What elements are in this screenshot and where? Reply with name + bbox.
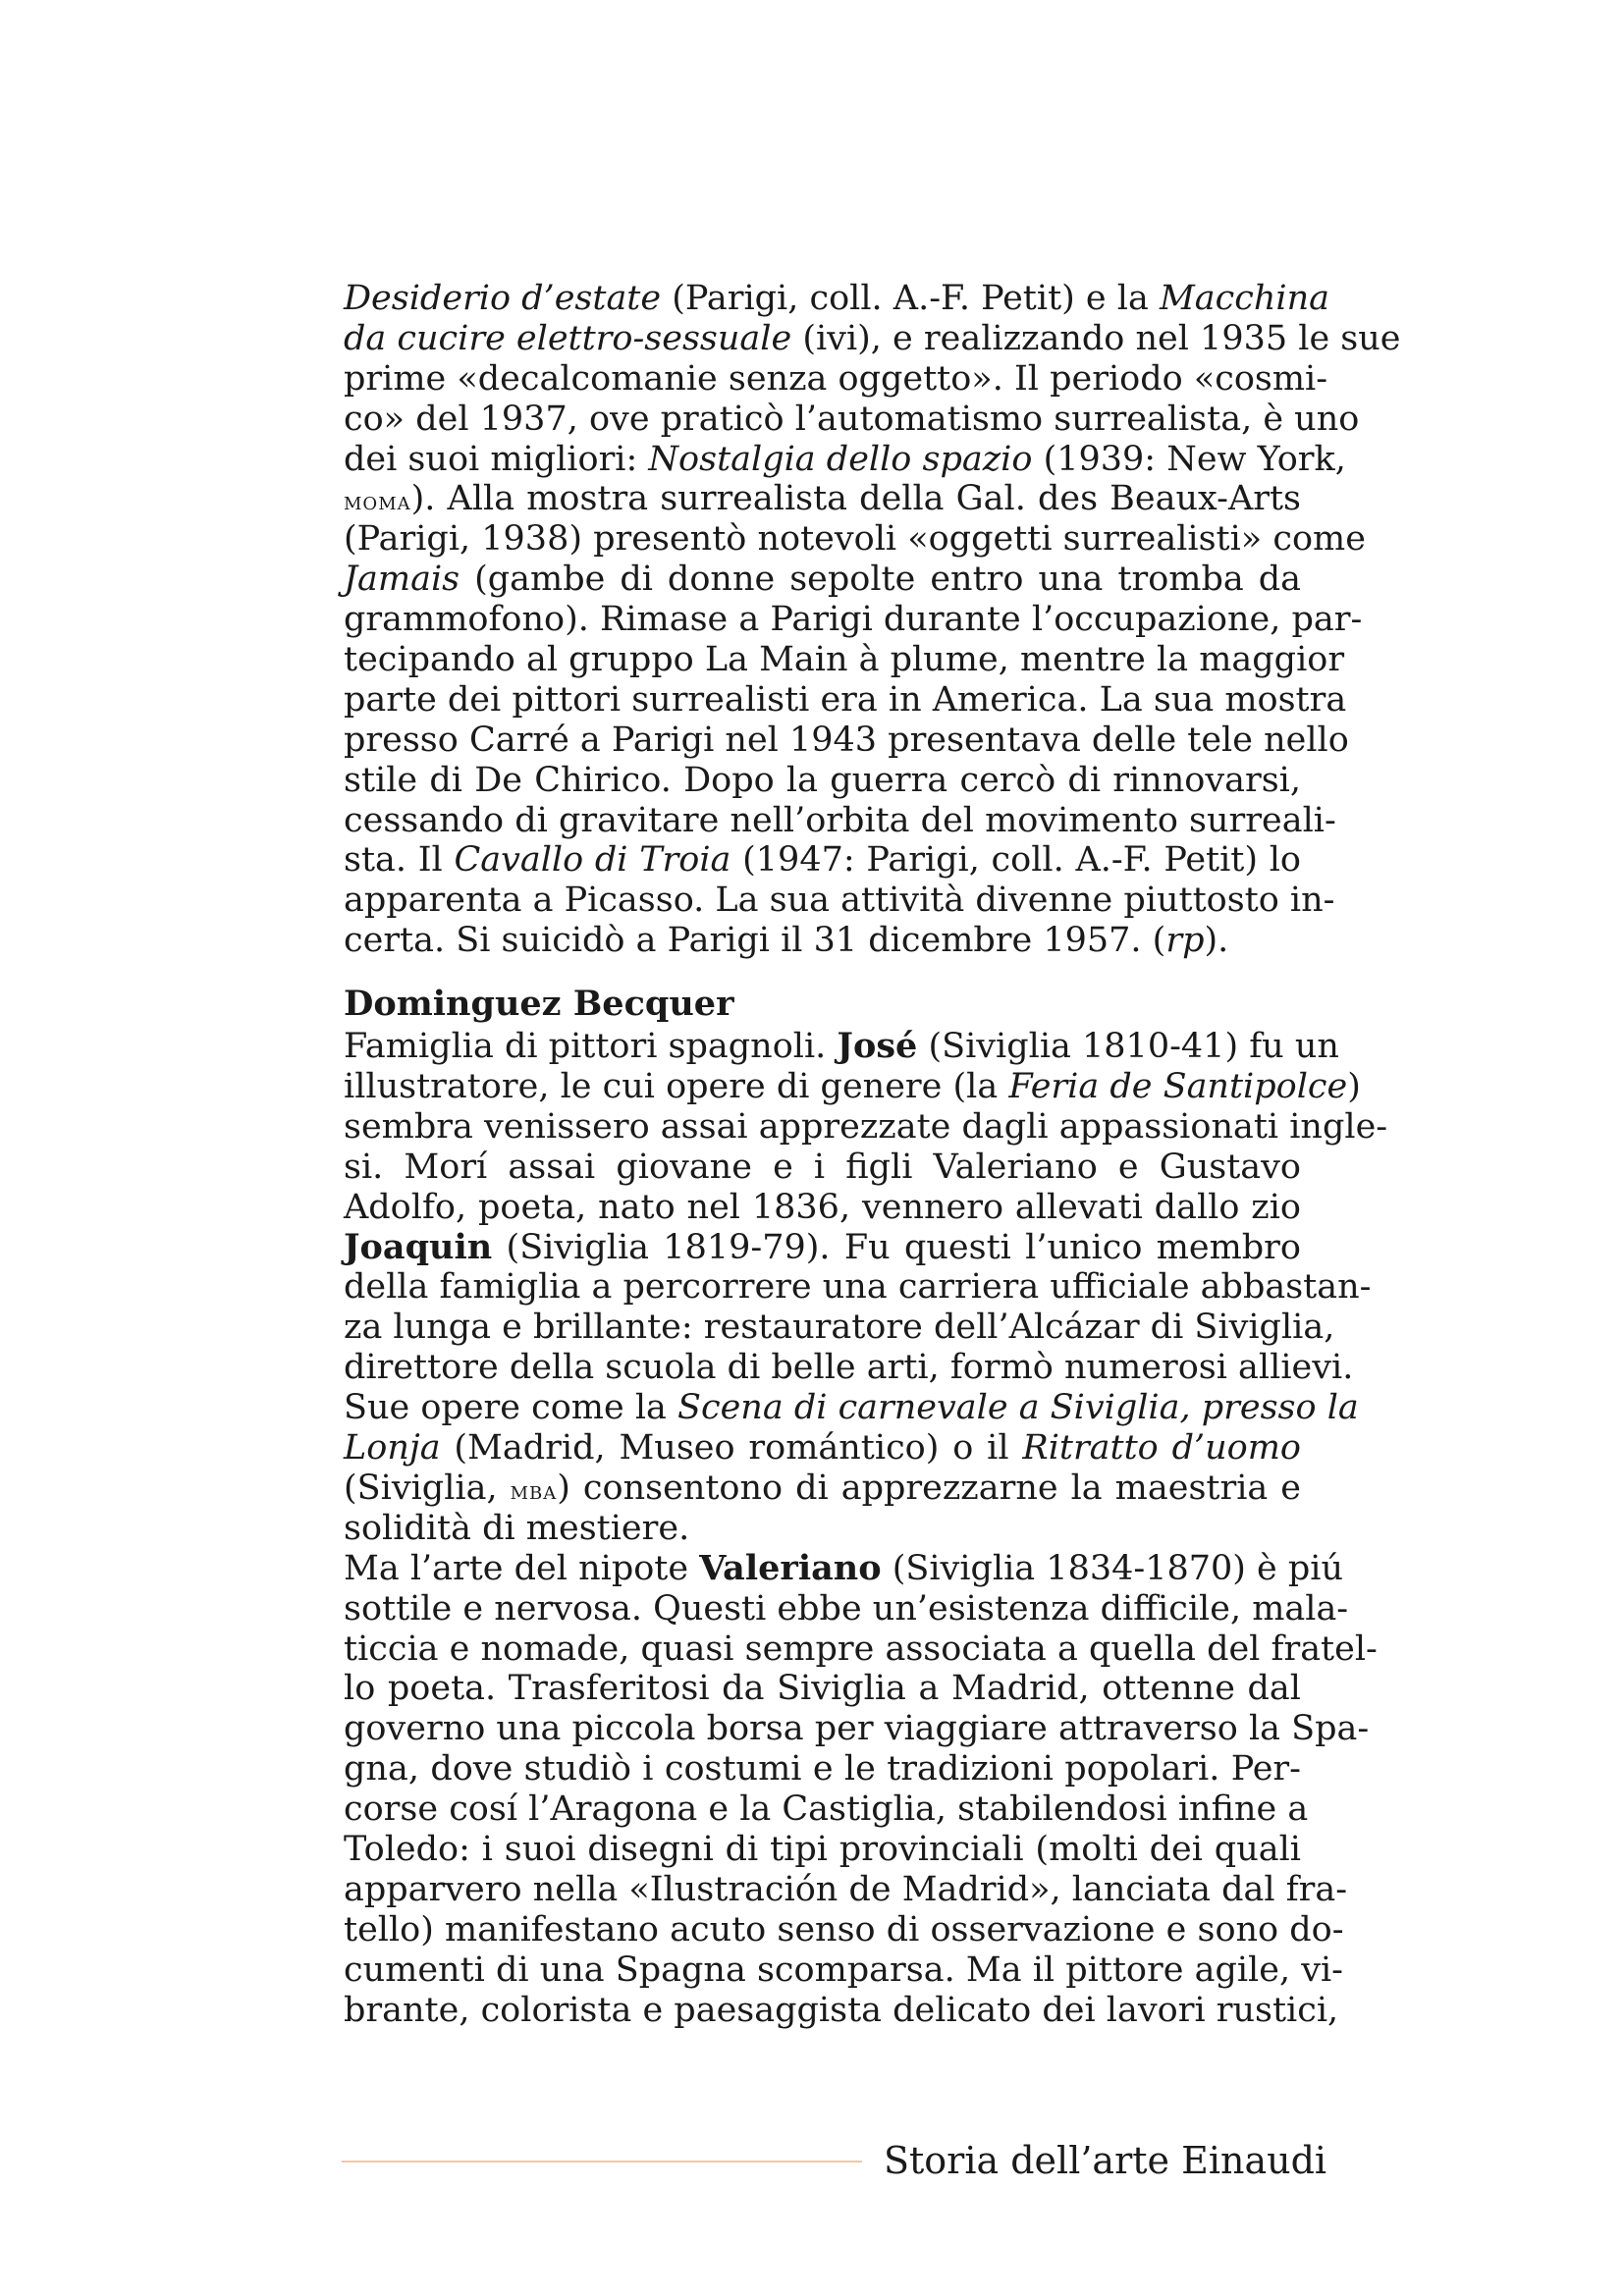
text-span: tello) manifestano acuto senso di osservazione e sono do- [344, 1909, 1344, 1949]
text-span: brante, colorista e paesaggista delicato dei lavori rustici, [344, 1990, 1339, 2030]
text-line [344, 399, 1360, 440]
text-line [344, 1148, 1301, 1188]
text-line [344, 881, 1335, 921]
text-span: Joaquin [344, 1226, 493, 1267]
text-line [344, 600, 1363, 640]
text-span: certa. Si suicidò a Parigi il 31 dicembre 1957. ( [344, 921, 1166, 961]
footer-rule [342, 2161, 862, 2163]
text-line [344, 1629, 1378, 1670]
text-line [344, 1709, 1370, 1749]
text-span: (1947: Parigi, coll. A.-F. Petit) lo [730, 840, 1301, 881]
text-line [344, 1869, 1348, 1910]
text-line [344, 800, 1336, 841]
text-line [344, 640, 1345, 680]
text-line [344, 479, 1301, 519]
text-line [344, 921, 1301, 961]
text-span: illustratore, le cui opere di genere (la [344, 1067, 1009, 1107]
text-span: co» del 1937, ove praticò l’automatismo surrealista, è uno [344, 399, 1360, 439]
text-line [344, 1428, 1301, 1468]
text-span: (1939: New York, [1032, 439, 1346, 479]
text-span: Nostalgia dello spazio [648, 439, 1033, 479]
text-span: Scena di carnevale a Siviglia, presso la [677, 1388, 1359, 1428]
text-line [344, 439, 1346, 480]
text-span: ) [1347, 1067, 1361, 1107]
text-line [344, 1509, 1301, 1549]
text-span: solidità di mestiere. [344, 1508, 690, 1548]
text-span: cumenti di una Spagna scomparsa. Ma il pittore agile, vi- [344, 1949, 1343, 1990]
article-body [344, 279, 1401, 2030]
text-span: Sue opere come la [344, 1388, 678, 1428]
text-line [344, 1348, 1354, 1388]
text-span: José [837, 1026, 918, 1067]
text-span: (gambe di donne sepolte entro una tromba da [460, 560, 1301, 600]
text-span: Ma l’arte del nipote [344, 1548, 700, 1588]
text-line [344, 1468, 1301, 1509]
text-line [344, 560, 1301, 600]
text-span: (Siviglia, [344, 1468, 511, 1508]
text-span: (Parigi, coll. A.-F. Petit) e la [661, 279, 1160, 318]
text-span: Ritratto d’uomo [1022, 1428, 1301, 1468]
text-span: moma [344, 487, 411, 517]
text-line [344, 1789, 1309, 1830]
text-span: apparenta a Picasso. La sua attività divenne piuttosto in- [344, 881, 1335, 921]
text-span: Toledo: i suoi disegni di tipi provinciali (molti dei quali [344, 1829, 1301, 1869]
text-line [344, 1188, 1301, 1228]
text-span: si. Morí assai giovane e i figli Valeriano e Gustavo [344, 1147, 1301, 1187]
text-span: presso Carré a Parigi nel 1943 presentava delle tele nello [344, 720, 1349, 760]
text-span: ). [1204, 921, 1229, 961]
text-span: Lonja [344, 1428, 441, 1468]
text-span: grammofono). Rimase a Parigi durante l’occupazione, par- [344, 600, 1363, 640]
text-line [344, 1909, 1344, 1950]
text-span: gna, dove studiò i costumi e le tradizioni popolari. Per- [344, 1749, 1301, 1789]
text-span: stile di De Chirico. Dopo la guerra cercò di rinnovarsi, [344, 760, 1301, 800]
text-span: rp [1165, 921, 1205, 961]
text-span: corse cosí l’Aragona e la Castiglia, stabilendosi infine a [344, 1789, 1309, 1830]
text-line [344, 1388, 1359, 1428]
text-span: mba [510, 1475, 558, 1506]
text-span: prime «decalcomanie senza oggetto». Il periodo «cosmi- [344, 358, 1328, 399]
text-span: Macchina [1159, 279, 1329, 318]
text-span: (Madrid, Museo romántico) o il [440, 1428, 1023, 1468]
text-span: Cavallo di Troia [454, 840, 731, 881]
text-line [344, 1990, 1339, 2031]
text-line [344, 279, 1329, 319]
text-span: della famiglia a percorrere una carriera ufficiale abbastan- [344, 1267, 1372, 1308]
text-span: lo poeta. Trasferitosi da Siviglia a Madrid, ottenne dal [344, 1669, 1301, 1709]
text-span: sottile e nervosa. Questi ebbe un’esistenza difficile, mala- [344, 1588, 1349, 1629]
text-span: governo una piccola borsa per viaggiare attraverso la Spa- [344, 1709, 1370, 1749]
text-line [344, 1547, 1344, 1589]
text-span: sta. Il [344, 840, 455, 881]
text-span: (Siviglia 1834-1870) è piú [881, 1548, 1344, 1588]
entry-heading: Dominguez Becquer [344, 984, 734, 1025]
text-line [344, 1067, 1361, 1107]
text-span: ). Alla mostra surrealista della Gal. des Beaux-Arts [410, 479, 1301, 519]
text-span: parte dei pittori surrealisti era in America. La sua mostra [344, 679, 1347, 720]
text-line [344, 679, 1347, 721]
text-span: ) consentono di apprezzarne la maestria e [557, 1468, 1301, 1508]
text-span: (Parigi, 1938) presentò notevoli «oggetti surrealisti» come [344, 519, 1366, 560]
footer-publisher: Storia dell’arte Einaudi [884, 2139, 1327, 2182]
text-line [344, 1749, 1301, 1789]
text-line [344, 1830, 1301, 1870]
text-line [344, 1669, 1301, 1709]
text-line [344, 1106, 1388, 1148]
text-line [344, 720, 1349, 761]
previous-entry-continuation [344, 279, 1401, 961]
text-line [344, 1026, 1339, 1067]
text-span: apparvero nella «Ilustración de Madrid», lanciata dal fra- [344, 1869, 1348, 1909]
text-span: sembra venissero assai apprezzate dagli appassionati ingle- [344, 1106, 1388, 1147]
text-span: Famiglia di pittori spagnoli. [344, 1027, 838, 1067]
text-span: (Siviglia 1819-79). Fu questi l’unico membro [492, 1227, 1301, 1267]
text-line [344, 761, 1301, 801]
text-line [344, 1228, 1301, 1268]
text-line [344, 1267, 1372, 1308]
text-span: Adolfo, poeta, nato nel 1836, vennero allevati dallo zio [344, 1187, 1301, 1227]
text-line [344, 1588, 1349, 1629]
entry-text [344, 1026, 1388, 2030]
text-line [344, 840, 1301, 881]
text-span: za lunga e brillante: restauratore dell’Alcázar di Siviglia, [344, 1308, 1335, 1348]
text-span: cessando di gravitare nell’orbita del movimento surreali- [344, 800, 1336, 840]
text-span: (Siviglia 1810-41) fu un [917, 1027, 1339, 1067]
text-span: (ivi), e realizzando nel 1935 le sue [791, 318, 1401, 358]
text-span: dei suoi migliori: [344, 439, 649, 479]
text-line [344, 1949, 1343, 1991]
text-span: Desiderio d’estate [344, 279, 662, 318]
text-span: ticcia e nomade, quasi sempre associata a quella del fratel- [344, 1629, 1378, 1669]
text-span: tecipando al gruppo La Main à plume, mentre la maggior [344, 640, 1345, 680]
text-line [344, 1308, 1335, 1348]
text-line [344, 318, 1401, 359]
text-span: Valeriano [699, 1547, 882, 1588]
text-span: Jamais [344, 560, 460, 600]
text-span: Feria de Santipolce [1008, 1067, 1348, 1107]
text-line [344, 519, 1366, 560]
text-line [344, 358, 1328, 400]
text-span: direttore della scuola di belle arti, formò numerosi allievi. [344, 1348, 1354, 1388]
text-span: da cucire elettro-sessuale [344, 318, 792, 358]
